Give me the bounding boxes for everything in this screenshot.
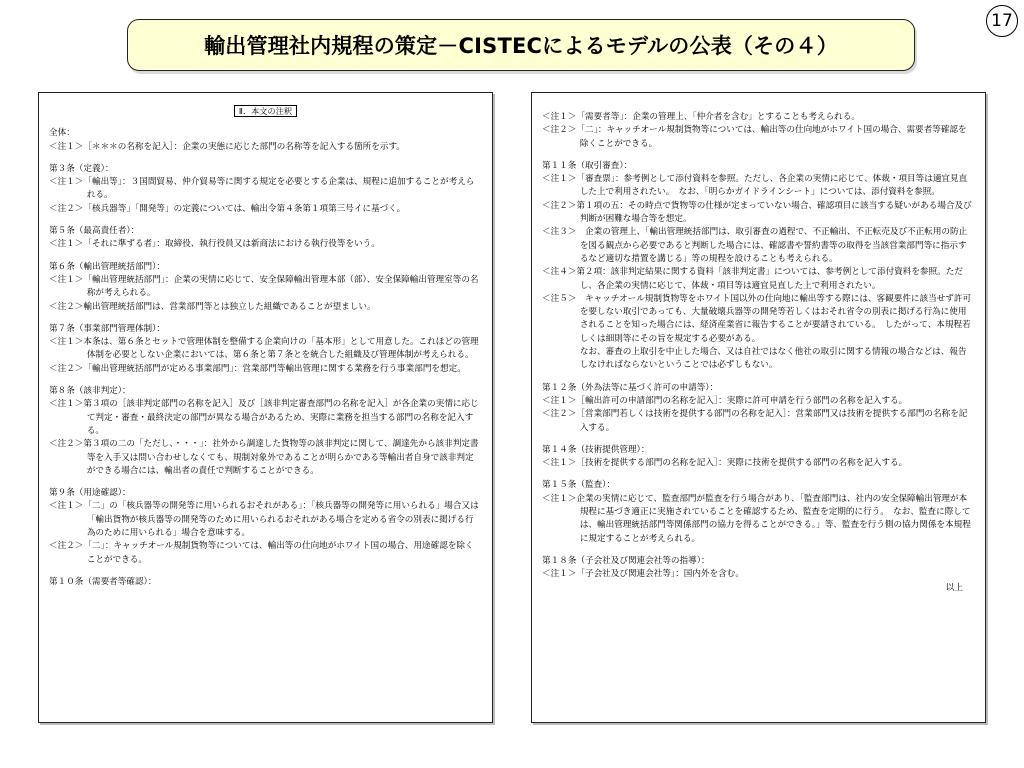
note-line: ＜注２＞「二」：キャッチオール規制貨物等については、輸出等の仕向地がホワイト国の場合、用途確認を除くことができる。 bbox=[49, 541, 474, 565]
blank-spacer bbox=[49, 216, 482, 225]
section-line: 第６条（輸出管理統括部門）： bbox=[49, 261, 166, 272]
section-line: 第３条（定義）： bbox=[49, 163, 114, 174]
note-line: ＜注２＞「二」：キャッチオール規制貨物等については、輸出等の仕向地がホワイト国の場合、需要者等確認を除くことができる。 bbox=[542, 125, 967, 149]
section-line: 第１２条（外為法等に基づく許可の申請等）： bbox=[542, 382, 719, 393]
note-line: ＜注１＞「それに準ずる者」：取締役、執行役員又は新商法における執行役等をいう。 bbox=[49, 239, 380, 250]
blank-spacer bbox=[49, 252, 482, 261]
note-line: ＜注１＞「子会社及び関連会社等」：国内外を含む。 bbox=[542, 569, 744, 580]
section-line: 第９条（用途確認）： bbox=[49, 488, 131, 499]
note-line: ＜注１＞「輸出等」：３国間貿易、仲介貿易等に関する規定を必要とする企業は、規程に追加することが考えられる。 bbox=[49, 177, 475, 201]
note-line: ＜注４＞第２項：該非判定結果に関する資料「該非判定書」については、参考例として添付資料を参照。ただし、各企業の実情に応じて、体裁・項目等は適宜見直した上で利用されたい。 bbox=[542, 267, 963, 291]
note-line: ＜注１＞「需要者等」：企業の管理上、「仲介者を含む」とすることも考えられる。 bbox=[542, 112, 860, 122]
note-line: ＜注２＞輸出管理統括部門は、営業部門等とは独立した組織であることが望ましい。 bbox=[49, 301, 376, 312]
section-line: 全体： bbox=[49, 128, 75, 139]
left-document-text bbox=[49, 105, 482, 589]
section-line: 第７条（事業部門管理体制）： bbox=[49, 323, 166, 334]
section-line: 第８条（該非判定）： bbox=[49, 386, 131, 397]
closing-mark: 以上 bbox=[945, 582, 963, 593]
note-line: ＜注１＞［技術を提供する部門の名称を記入］：実際に技術を提供する部門の名称を記入する。 bbox=[542, 458, 908, 469]
note-line: ＜注１＞［輸出許可の申請部門の名称を記入］：実際に許可申請を行う部門の名称を記入する。 bbox=[542, 395, 908, 406]
blank-spacer bbox=[49, 314, 482, 323]
section-heading-wrapper bbox=[49, 105, 482, 119]
page-number: 17 bbox=[991, 11, 1013, 31]
note-line: ＜注１＞「輸出管理統括部門」：企業の実情に応じて、安全保障輸出管理本部（部）、安全保障輸出管理室等の名称が考えられる。 bbox=[49, 274, 479, 299]
section-line: 第５条（最高責任者）： bbox=[49, 226, 140, 237]
blank-spacer bbox=[49, 478, 482, 487]
left-document-column bbox=[38, 92, 493, 723]
note-line: ＜注１＞企業の実情に応じて、監査部門が監査を行う場合があり、「監査部門は、社内の安全保障輸出管理が本規程に基づき適正に実施されていることを確認するため、監査を定期的に行う。 なお、監査に際しては、輸出管理統括部門等関係部門の協力を得ることができる。」等、監査を行う側の協力関係を本規程に規定することが考えられる。 bbox=[542, 493, 971, 544]
note-line: ＜注１＞「二」の「核兵器等の開発等に用いられるおそれがある」：「核兵器等の開発等に用いられる」場合又は「輸出貨物が核兵器等の開発等のために用いられるおそれがある場合を定める省令の別表に掲げる行為のために用いられる」場合を意味する。 bbox=[49, 501, 479, 539]
note-continuation: なお、審査の上取引を中止した場合、又は自社ではなく他社の取引に関する情報の場合などは、報告しなければならないということでは必ずしもない。 bbox=[579, 347, 967, 371]
section-line: 第１１条（取引審査）： bbox=[542, 160, 633, 171]
blank-spacer bbox=[49, 567, 482, 576]
section-line: 第１４条（技術提供管理）： bbox=[542, 444, 650, 455]
section-heading: Ⅱ．本文の注釈 bbox=[234, 105, 297, 117]
blank-spacer bbox=[49, 154, 482, 163]
slide-title: 輸出管理社内規程の策定－CISTECによるモデルの公表（その４） bbox=[204, 34, 838, 58]
note-line: ＜注１＞本条は、第６条とセットで管理体制を整備する企業向けの「基本形」として用意した。これほどの管理体制を必要としない企業においては、第６条と第７条とを統合した組織及び管理体制が考えられる。 bbox=[49, 337, 479, 361]
note-line: ＜注３＞ 企業の管理上、「輸出管理統括部門は、取引審査の過程で、不正輸出、不正転売及び不正転用の防止を図る観点から必要であると判断した場合には、確認書や誓約書等の取得を当該営業部門等に指示するなど適切な措置を講じる」等の規程を設けることも考えられる。 bbox=[542, 227, 968, 264]
slide-title-box bbox=[127, 19, 915, 71]
blank-spacer bbox=[542, 373, 975, 382]
blank-spacer bbox=[542, 435, 975, 444]
section-line: 第１８条（子会社及び関連会社等の指導）： bbox=[542, 555, 710, 566]
blank-spacer bbox=[49, 376, 482, 385]
blank-spacer bbox=[542, 546, 975, 555]
note-line: ＜注２＞「核兵器等」「開発等」の定義については、輸出令第４条第１項第三号イに基づく。 bbox=[49, 203, 406, 214]
note-line: ＜注１＞第３項の［該非判定部門の名称を記入］及び［該非判定審査部門の名称を記入］が各企業の実情に応じて判定・審査・最終決定の部門が異なる場合があるため、実際に業務を担当する部門の名称を記入する。 bbox=[49, 399, 479, 436]
blank-spacer bbox=[542, 470, 975, 479]
section-line: 第１５条（監査）： bbox=[542, 480, 616, 491]
blank-spacer bbox=[542, 151, 975, 160]
note-line: ＜注１＞「審査票」：参考例として添付資料を参照。ただし、各企業の実情に応じて、体裁・項目等は適宜見直した上で利用されたい。 なお、「明らかガイドラインシート」については、添付資料を参照。 bbox=[542, 174, 968, 198]
note-line: ＜注２＞第１項の五：その時点で貨物等の仕様が定まっていない場合、確認項目に該当する疑いがある場合及び判断が困難な場合等を想定。 bbox=[542, 200, 972, 225]
section-line: ＜注１＞［＊＊＊の名称を記入］：企業の実態に応じた部門の名称等を記入する箇所を示す。 bbox=[49, 141, 405, 152]
right-document-column bbox=[531, 92, 986, 723]
note-line: ＜注５＞ キャッチオール規制貨物等をホワイト国以外の仕向地に輸出等する際には、客観要件に該当せず許可を要しない取引であっても、大量破壊兵器等の開発等若しくはおそれ省令の別表に掲げる行為に使用されることを知った場合には、経済産業省に報告することが要請されている。 したがって、本規程若しくは細則等にその旨を規定する必要がある。 bbox=[542, 293, 972, 344]
note-line: ＜注２＞第３項の二の「ただし、・・・」：社外から調達した貨物等の該非判定に関して、調達先から該非判定書等を入手又は問い合わせしなくても、規制対象外であることが明らかである等輸出者自身で該非判定ができる場合には、輸出者の責任で判断することができる。 bbox=[49, 439, 479, 476]
section-line: 第１０条（需要者等確認）： bbox=[49, 576, 157, 587]
note-line: ＜注２＞［営業部門若しくは技術を提供する部門の名称を記入］：営業部門又は技術を提供する部門の名称を記入する。 bbox=[542, 409, 968, 433]
page-number-badge bbox=[986, 5, 1018, 37]
right-document-text bbox=[542, 111, 975, 595]
note-line: ＜注２＞「輸出管理統括部門が定める事業部門」：営業部門等輸出管理に関する業務を行う事業部門を想定。 bbox=[49, 363, 466, 374]
